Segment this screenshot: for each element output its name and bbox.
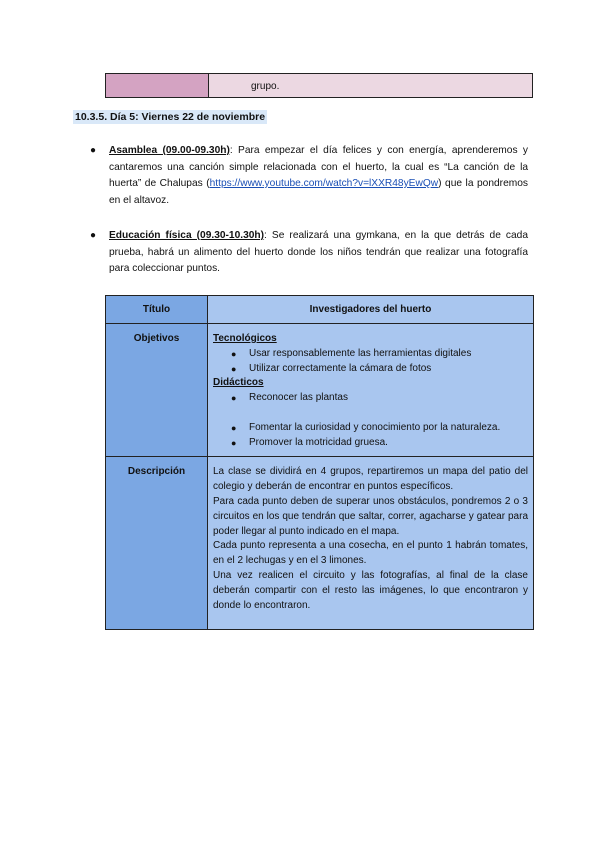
youtube-link[interactable]: https://www.youtube.com/watch?v=lXXR48yEwQw [209, 178, 439, 189]
list-item: ● Utilizar correctamente la cámara de fotos [231, 362, 432, 374]
header-title-value: Investigadores del huerto [208, 296, 534, 324]
objectives-row [106, 324, 534, 457]
list-item: ● Reconocer las plantas [231, 392, 348, 404]
continuation-text-cell: grupo. [209, 74, 532, 97]
list-item: ● Usar responsablemente las herramientas digitales [231, 347, 472, 359]
description-text: La clase se dividirá en 4 grupos, repartiremos un mapa del patio del colegio y deberán de encontrar en puntos específicos. Para cada punto deben de superar unos obstáculos, pondremos 2 o 3 circuitos en los que tendrán que saltar, correr, agacharse y gatear para poder llegar al punto indicado en el mapa. Cada punto representa a una cosecha, en el punto 1 habrán tomates, en el 2 lechugas y en el 3 limones. Una vez realicen el circuito y las fotografías, al final de la clase deberán compartir con el resto las imágenes, lo que encontraron y donde lo encontraron. [213, 466, 528, 611]
bullet-label: Asamblea (09.00-09.30h) [109, 145, 230, 156]
bullet-text: : Para empezar el día felices y con energía, aprenderemos y cantaremos una canción simple relacionada con el huerto, la cual es “La canción de la huerta” de Chalupas ( [109, 145, 528, 189]
continuation-label-cell [106, 74, 209, 97]
section-heading: 10.3.5. Día 5: Viernes 22 de noviembre [75, 111, 266, 123]
list-item: ● Promover la motricidad gruesa. [231, 436, 388, 448]
objectives-label: Objetivos [133, 333, 180, 344]
bullet-educacion-fisica [90, 228, 528, 278]
bullet-text-end: ) que la pondremos en el altavoz. [109, 178, 528, 206]
list-item: ● Fomentar la curiosidad y conocimiento por la naturaleza. [231, 421, 501, 433]
bullet-label: Educación física (09.30-10.30h) [109, 230, 265, 241]
tech-heading: Tecnológicos [213, 333, 277, 344]
bullet-asamblea [90, 143, 528, 209]
description-label: Descripción [127, 466, 186, 478]
continuation-table-row [105, 73, 533, 98]
bullet-dot: ● [90, 230, 97, 241]
bullet-text: : Se realizará una gymkana, en la que detrás de cada prueba, habrá un alimento del huerto donde los niños tendrán que realizar una fotografía para coleccionar puntos. [109, 230, 528, 274]
header-title-label: Título [106, 296, 208, 324]
description-row [106, 457, 534, 630]
table-header-row [106, 296, 534, 324]
activity-table [105, 295, 534, 630]
bullet-dot: ● [90, 145, 97, 156]
didactic-heading: Didácticos [213, 377, 264, 389]
